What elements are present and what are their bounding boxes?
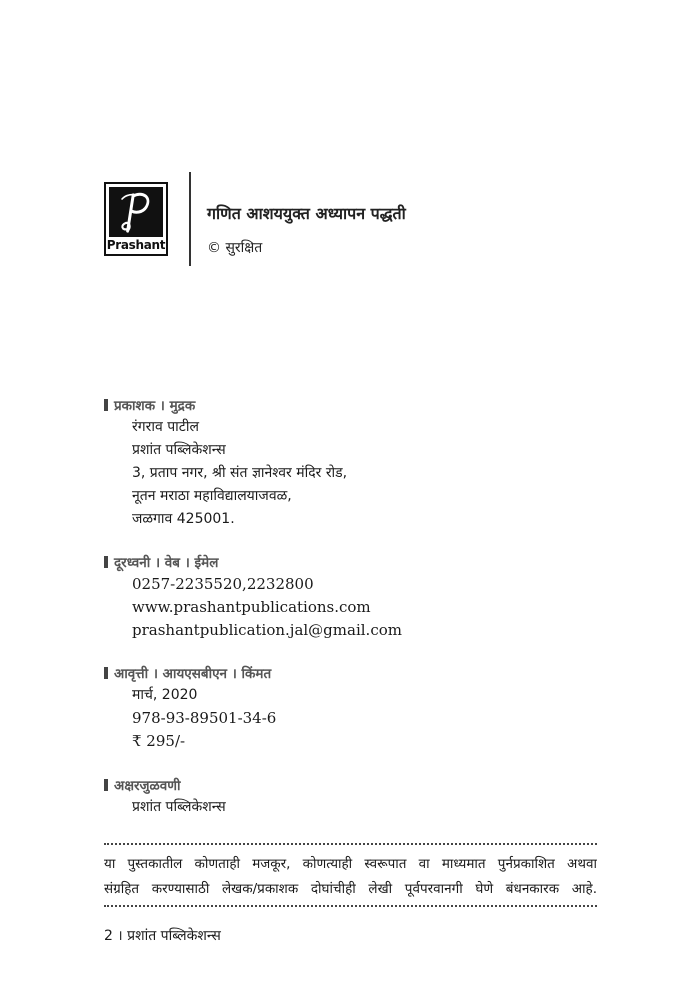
section-heading: प्रकाशक । मुद्रक	[104, 396, 347, 416]
website-url: www.prashantpublications.com	[132, 598, 371, 616]
isbn: 978-93-89501-34-6	[132, 709, 277, 727]
notice-line: संग्रहित करण्यासाठी लेखक/प्रकाशक दोघांचीही लेखी पूर्वपरवानगी घेणे बंधनकारक आहे.	[104, 881, 597, 897]
publisher-name: रंगराव पाटील	[132, 419, 199, 435]
notice-line: या पुस्तकातील कोणताही मजकूर, कोणत्याही स्वरूपात वा माध्यमात पुर्नप्रकाशित अथवा	[104, 856, 597, 872]
section-typesetting	[104, 776, 226, 819]
publisher-company: प्रशांत पब्लिकेशन्स	[132, 442, 226, 458]
copyright-text: © सुरक्षित	[207, 240, 263, 256]
page-footer: 2 । प्रशांत पब्लिकेशन्स	[104, 928, 221, 944]
section-edition	[104, 664, 276, 753]
vertical-divider	[189, 172, 191, 266]
section-publisher	[104, 396, 347, 531]
phone-numbers: 0257-2235520,2232800	[132, 575, 314, 593]
book-title: गणित आशययुक्त अध्यापन पद्धती	[207, 204, 406, 223]
section-heading: आवृत्ती । आयएसबीएन । किंमत	[104, 664, 276, 684]
section-heading: अक्षरजुळवणी	[104, 776, 226, 796]
address-city: जळगाव 425001.	[132, 511, 235, 527]
copyright-notice	[104, 852, 597, 902]
logo-brand-text: Prashant	[106, 238, 166, 252]
section-heading: दूरध्वनी । वेब । ईमेल	[104, 553, 402, 573]
section-contact	[104, 553, 402, 642]
email-address: prashantpublication.jal@gmail.com	[132, 621, 402, 639]
edition-date: मार्च, 2020	[132, 687, 198, 703]
bullet-bar-icon	[104, 556, 108, 568]
bullet-bar-icon	[104, 779, 108, 791]
bullet-bar-icon	[104, 399, 108, 411]
address-line: 3, प्रताप नगर, श्री संत ज्ञानेश्वर मंदिर रोड,	[132, 465, 348, 481]
typesetter-name: प्रशांत पब्लिकेशन्स	[132, 799, 226, 815]
dotted-divider	[104, 843, 597, 845]
price: ₹ 295/-	[132, 732, 186, 750]
bullet-bar-icon	[104, 667, 108, 679]
address-line: नूतन मराठा महाविद्यालयाजवळ,	[132, 488, 292, 504]
p-emblem-icon	[109, 187, 163, 237]
publisher-logo	[104, 182, 168, 256]
dotted-divider	[104, 905, 597, 907]
